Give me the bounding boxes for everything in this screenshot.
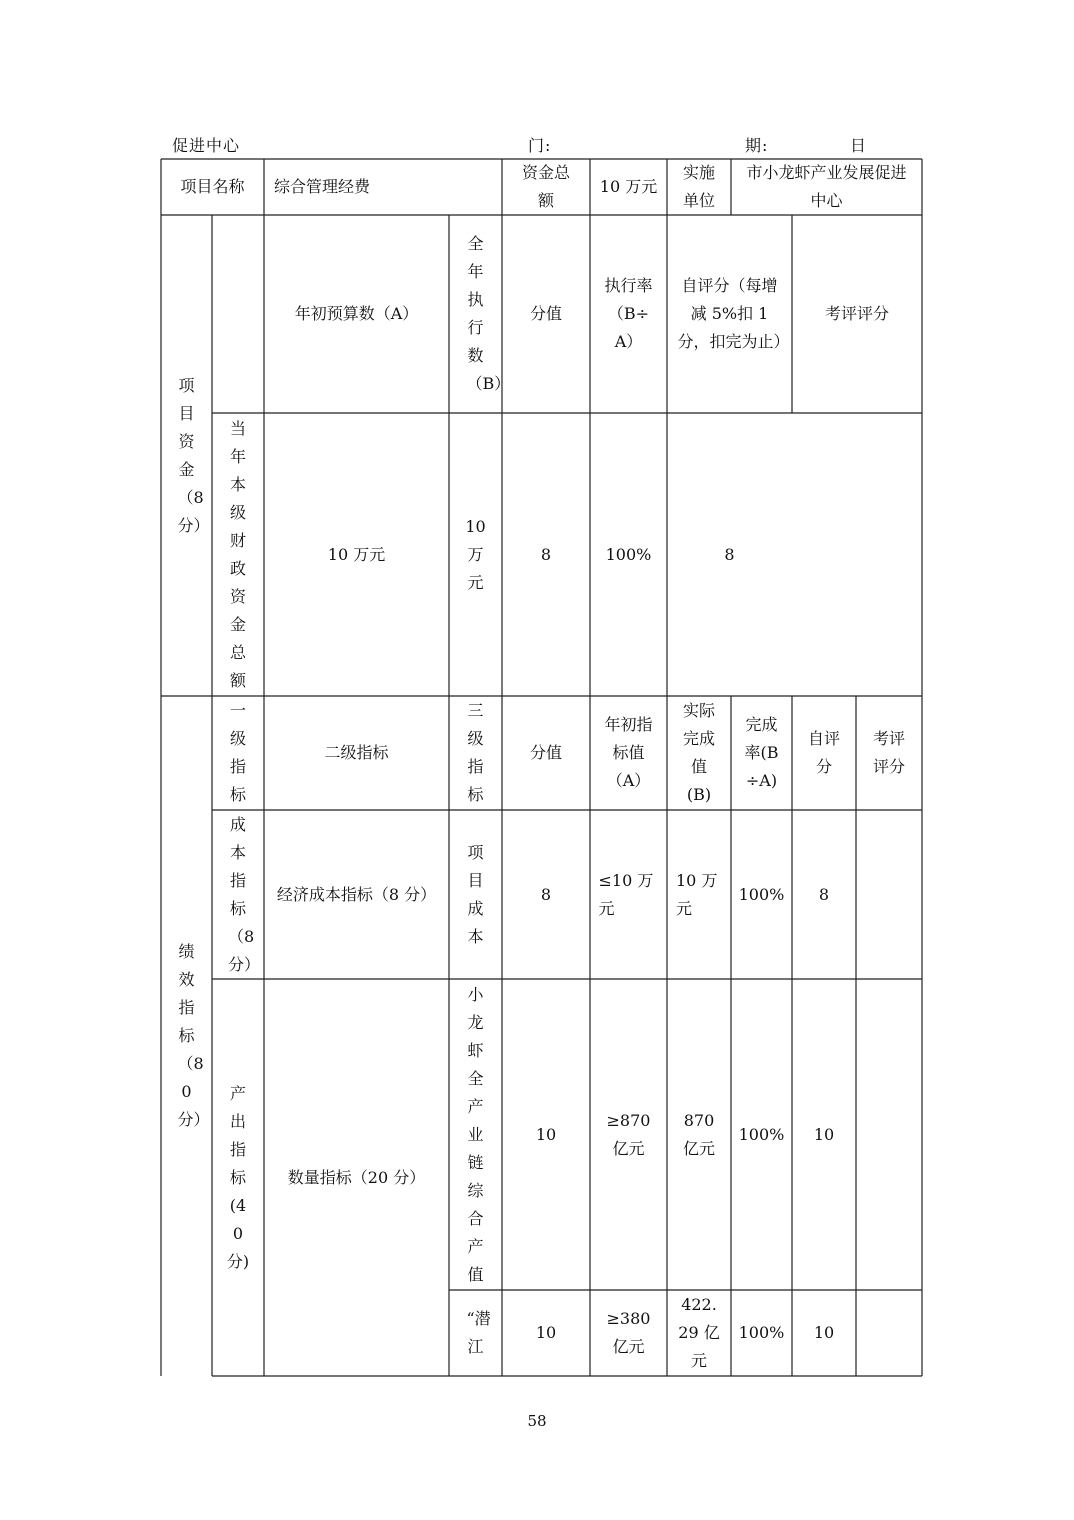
funds-col-exec: 全年执行数（B） [466, 234, 511, 393]
row2-self: 10 [813, 1323, 835, 1342]
row1-l3: 小龙虾全产业链综合产值 [467, 984, 484, 1284]
funds-section-label: 项目资金（8分） [177, 375, 210, 535]
perf-header-l2: 二级指标 [324, 743, 389, 762]
funds-row-label: 当年本级财政资金总额 [229, 418, 246, 690]
cost-target: ≤10 万元 [598, 870, 654, 918]
perf-section-label: 绩效指标（80分） [177, 942, 210, 1129]
funds-rate-value: 100% [605, 544, 652, 564]
perf-header-review: 考评评分 [872, 729, 905, 776]
row1-score: 10 [535, 1124, 557, 1144]
header-left: 促进中心 [172, 136, 241, 155]
project-name-label: 项目名称 [180, 177, 245, 196]
cost-l1: 成本指标（8分） [228, 814, 261, 974]
perf-header-l1: 一级指标 [229, 701, 246, 804]
output-l2: 数量指标（20 分） [287, 1167, 426, 1187]
output-l1: 产出指标(40分) [226, 1083, 250, 1271]
cost-actual: 10 万元 [676, 870, 718, 918]
row2-rate: 100% [738, 1323, 785, 1342]
cost-l2: 经济成本指标（8 分） [276, 884, 437, 904]
cost-score: 8 [540, 884, 552, 904]
row2-actual: 422.29 亿元 [678, 1295, 720, 1370]
funds-self-value: 8 [724, 544, 735, 564]
row1-rate: 100% [738, 1124, 785, 1144]
page-number: 58 [527, 1412, 547, 1430]
cost-rate: 100% [738, 884, 785, 904]
row2-score: 10 [535, 1323, 557, 1342]
perf-header-actual: 实际完成值(B) [682, 701, 715, 804]
funds-score-value: 8 [540, 544, 552, 564]
funds-exec-value: 10万元 [465, 516, 486, 592]
unit-value: 市小龙虾产业发展促进中心 [746, 163, 907, 210]
header-day: 日 [850, 136, 868, 155]
total-funds-value: 10 万元 [599, 177, 658, 196]
funds-budget-value: 10 万元 [327, 544, 386, 564]
funds-col-budget: 年初预算数（A） [294, 304, 419, 323]
header-date: 期: [745, 136, 769, 155]
header-department: 门: [528, 136, 552, 155]
funds-col-score: 分值 [529, 304, 562, 323]
total-funds-label: 资金总额 [521, 163, 570, 210]
row1-actual: 870 亿元 [682, 1110, 715, 1158]
unit-label: 实施单位 [682, 163, 715, 210]
row1-self: 10 [813, 1124, 835, 1144]
cost-self: 8 [818, 884, 830, 904]
perf-header-score: 分值 [529, 743, 562, 762]
perf-header-target: 年初指标值（A） [604, 715, 653, 790]
project-name-value: 综合管理经费 [274, 177, 371, 196]
row2-l3: “潜江 [466, 1309, 491, 1356]
cost-l3: 项目成本 [467, 842, 484, 946]
funds-col-self: 自评分（每增减 5%扣 1 分，扣完为止） [677, 276, 790, 351]
perf-header-l3: 三级指标 [467, 701, 484, 804]
funds-col-rate: 执行率（B÷A） [604, 276, 653, 351]
perf-header-self: 自评分 [807, 729, 840, 776]
perf-header-rate: 完成率(B÷A) [744, 715, 779, 790]
funds-col-review: 考评评分 [824, 304, 889, 323]
row1-target: ≥870 亿元 [606, 1110, 651, 1158]
row2-target: ≥380 亿元 [606, 1309, 651, 1356]
